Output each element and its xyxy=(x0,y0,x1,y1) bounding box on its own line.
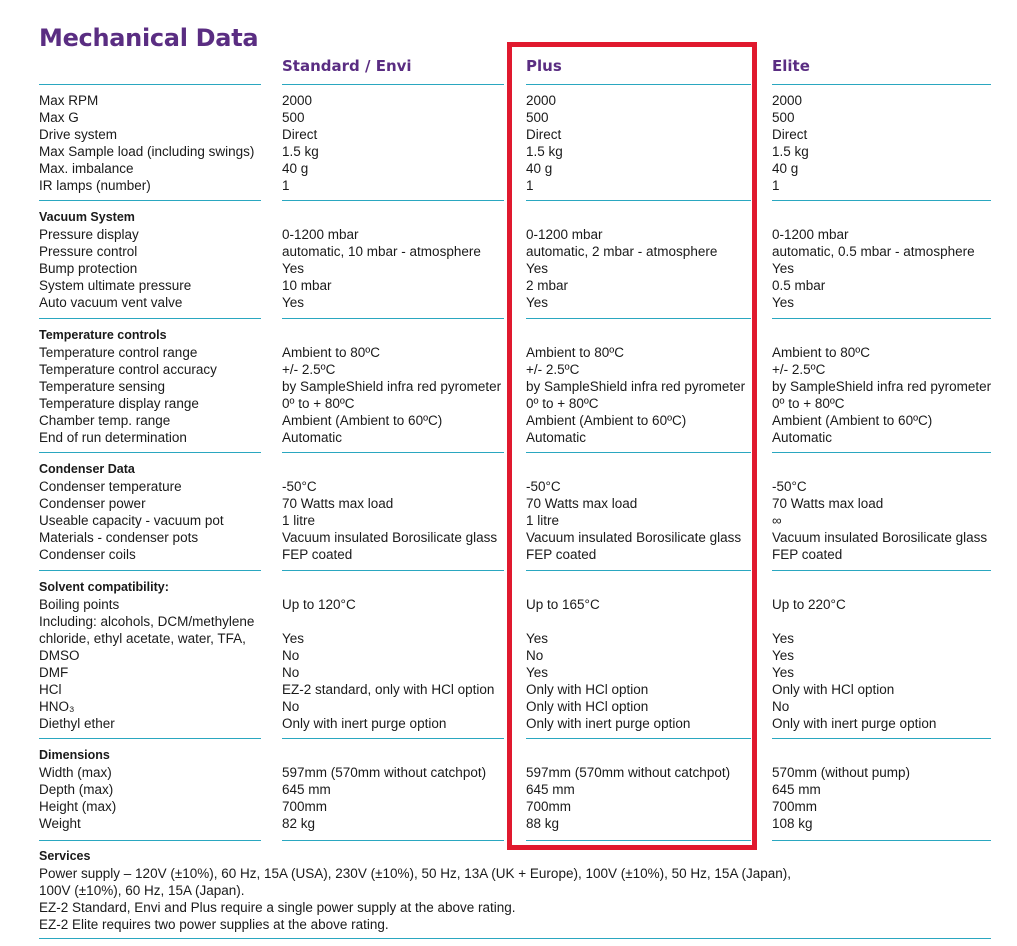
section-heading: Dimensions xyxy=(39,748,110,762)
value-elite: 1 xyxy=(772,178,780,193)
value-plus: -50°C xyxy=(526,479,561,494)
value-elite: 70 Watts max load xyxy=(772,496,884,511)
value-elite: Yes xyxy=(772,648,795,663)
value-standard: 1.5 kg xyxy=(282,144,319,159)
value-plus: +/- 2.5ºC xyxy=(526,362,580,377)
section-rule xyxy=(39,840,261,841)
section-rule xyxy=(282,840,504,841)
value-standard: 0-1200 mbar xyxy=(282,227,359,242)
row-label: Condenser power xyxy=(39,496,146,511)
value-elite: +/- 2.5ºC xyxy=(772,362,826,377)
value-plus: 0º to + 80ºC xyxy=(526,396,599,411)
value-standard: -50°C xyxy=(282,479,317,494)
row-label: Useable capacity - vacuum pot xyxy=(39,513,224,528)
row-label: Max G xyxy=(39,110,79,125)
column-header-elite: Elite xyxy=(772,57,810,75)
section-rule xyxy=(282,452,504,453)
row-label: Including: alcohols, DCM/methylene xyxy=(39,614,255,629)
section-heading: Temperature controls xyxy=(39,328,167,342)
value-elite: Yes xyxy=(772,295,795,310)
value-plus: Yes xyxy=(526,631,549,646)
value-plus: Yes xyxy=(526,665,549,680)
services-line: EZ-2 Elite requires two power supplies at the above rating. xyxy=(39,917,389,932)
value-plus: 700mm xyxy=(526,799,572,814)
value-plus: Ambient to 80ºC xyxy=(526,345,624,360)
value-standard: FEP coated xyxy=(282,547,353,562)
value-standard: 10 mbar xyxy=(282,278,332,293)
section-heading: Vacuum System xyxy=(39,210,135,224)
row-label: Boiling points xyxy=(39,597,120,612)
value-elite: 2000 xyxy=(772,93,803,108)
section-rule xyxy=(772,570,991,571)
value-elite: 0-1200 mbar xyxy=(772,227,849,242)
value-plus: Direct xyxy=(526,127,562,142)
section-rule xyxy=(282,738,504,739)
value-standard: Only with inert purge option xyxy=(282,716,447,731)
column-header-standard: Standard / Envi xyxy=(282,57,412,75)
row-label: Pressure display xyxy=(39,227,139,242)
value-elite: by SampleShield infra red pyrometer xyxy=(772,379,992,394)
section-rule xyxy=(39,738,261,739)
section-rule xyxy=(772,84,991,85)
value-standard: Direct xyxy=(282,127,318,142)
row-label: System ultimate pressure xyxy=(39,278,192,293)
section-rule xyxy=(772,840,991,841)
value-plus: Up to 165°C xyxy=(526,597,600,612)
value-standard: Yes xyxy=(282,295,305,310)
value-plus: 645 mm xyxy=(526,782,575,797)
row-label: DMF xyxy=(39,665,69,680)
row-label: DMSO xyxy=(39,648,80,663)
row-label: HCl xyxy=(39,682,62,697)
value-standard: 1 litre xyxy=(282,513,316,528)
services-heading: Services xyxy=(39,849,91,863)
value-standard: Ambient (Ambient to 60ºC) xyxy=(282,413,443,428)
value-standard: 645 mm xyxy=(282,782,331,797)
row-label: Auto vacuum vent valve xyxy=(39,295,183,310)
row-label: Pressure control xyxy=(39,244,138,259)
value-standard: by SampleShield infra red pyrometer xyxy=(282,379,502,394)
page-title: Mechanical Data xyxy=(39,24,259,52)
services-rule xyxy=(39,938,991,939)
value-elite: 700mm xyxy=(772,799,818,814)
value-standard: 70 Watts max load xyxy=(282,496,394,511)
value-elite: Yes xyxy=(772,261,795,276)
services-line: Power supply – 120V (±10%), 60 Hz, 15A (USA), 230V (±10%), 50 Hz, 13A (UK + Europe), 100V (±10%), 50 Hz, 15A (Japan), xyxy=(39,866,791,881)
value-plus: automatic, 2 mbar - atmosphere xyxy=(526,244,718,259)
row-label: Drive system xyxy=(39,127,118,142)
section-rule xyxy=(282,84,504,85)
value-elite: 645 mm xyxy=(772,782,821,797)
services-line: EZ-2 Standard, Envi and Plus require a single power supply at the above rating. xyxy=(39,900,516,915)
row-label: Max. imbalance xyxy=(39,161,134,176)
value-elite: -50°C xyxy=(772,479,807,494)
value-plus: 1 litre xyxy=(526,513,560,528)
value-standard: 500 xyxy=(282,110,305,125)
value-plus: 88 kg xyxy=(526,816,560,831)
value-plus: Only with HCl option xyxy=(526,699,649,714)
section-heading: Condenser Data xyxy=(39,462,135,476)
value-plus: 40 g xyxy=(526,161,553,176)
section-heading: Solvent compatibility: xyxy=(39,580,169,594)
value-plus: 70 Watts max load xyxy=(526,496,638,511)
section-rule xyxy=(282,200,504,201)
value-plus: Only with inert purge option xyxy=(526,716,691,731)
value-plus: 2 mbar xyxy=(526,278,569,293)
value-elite: 0.5 mbar xyxy=(772,278,826,293)
value-elite: 500 xyxy=(772,110,795,125)
row-label: chloride, ethyl acetate, water, TFA, xyxy=(39,631,246,646)
value-plus: by SampleShield infra red pyrometer xyxy=(526,379,746,394)
services-line: 100V (±10%), 60 Hz, 15A (Japan). xyxy=(39,883,245,898)
row-label: Bump protection xyxy=(39,261,138,276)
section-rule xyxy=(772,452,991,453)
row-label: Condenser temperature xyxy=(39,479,182,494)
value-plus: 1 xyxy=(526,178,534,193)
value-standard: 2000 xyxy=(282,93,313,108)
value-standard: 40 g xyxy=(282,161,309,176)
section-rule xyxy=(772,318,991,319)
row-label: IR lamps (number) xyxy=(39,178,151,193)
value-elite: No xyxy=(772,699,790,714)
value-plus: Vacuum insulated Borosilicate glass xyxy=(526,530,742,545)
value-standard: EZ-2 standard, only with HCl option xyxy=(282,682,495,697)
row-label: Weight xyxy=(39,816,81,831)
value-standard: 82 kg xyxy=(282,816,316,831)
value-elite: automatic, 0.5 mbar - atmosphere xyxy=(772,244,975,259)
value-plus: 0-1200 mbar xyxy=(526,227,603,242)
value-standard: 700mm xyxy=(282,799,328,814)
row-label: Max Sample load (including swings) xyxy=(39,144,255,159)
value-elite: Yes xyxy=(772,631,795,646)
value-standard: 0º to + 80ºC xyxy=(282,396,355,411)
row-label: Temperature sensing xyxy=(39,379,166,394)
value-plus: FEP coated xyxy=(526,547,597,562)
column-header-plus: Plus xyxy=(526,57,562,75)
value-plus: No xyxy=(526,648,544,663)
value-elite: 40 g xyxy=(772,161,799,176)
value-plus: Only with HCl option xyxy=(526,682,649,697)
section-rule xyxy=(39,452,261,453)
row-label: Temperature display range xyxy=(39,396,199,411)
row-label: Temperature control range xyxy=(39,345,198,360)
value-plus: Automatic xyxy=(526,430,587,445)
value-plus: 500 xyxy=(526,110,549,125)
value-standard: Ambient to 80ºC xyxy=(282,345,380,360)
value-standard: 597mm (570mm without catchpot) xyxy=(282,765,487,780)
row-label: Width (max) xyxy=(39,765,112,780)
value-elite: Only with inert purge option xyxy=(772,716,937,731)
value-standard: Automatic xyxy=(282,430,343,445)
value-elite: Vacuum insulated Borosilicate glass xyxy=(772,530,988,545)
value-standard: automatic, 10 mbar - atmosphere xyxy=(282,244,481,259)
value-elite: Ambient (Ambient to 60ºC) xyxy=(772,413,933,428)
value-plus: Yes xyxy=(526,295,549,310)
value-elite: ∞ xyxy=(772,513,782,528)
value-plus: 1.5 kg xyxy=(526,144,563,159)
row-label: Depth (max) xyxy=(39,782,114,797)
row-label: Height (max) xyxy=(39,799,117,814)
row-label: Materials - condenser pots xyxy=(39,530,199,545)
value-plus: 597mm (570mm without catchpot) xyxy=(526,765,731,780)
section-rule xyxy=(282,570,504,571)
row-label: Temperature control accuracy xyxy=(39,362,217,377)
value-standard: No xyxy=(282,648,300,663)
value-elite: Yes xyxy=(772,665,795,680)
value-elite: 570mm (without pump) xyxy=(772,765,911,780)
row-label: End of run determination xyxy=(39,430,187,445)
row-label: Diethyl ether xyxy=(39,716,115,731)
value-elite: 1.5 kg xyxy=(772,144,809,159)
value-standard: Up to 120°C xyxy=(282,597,356,612)
section-rule xyxy=(39,84,261,85)
value-standard: Yes xyxy=(282,261,305,276)
value-standard: Vacuum insulated Borosilicate glass xyxy=(282,530,498,545)
value-plus: 2000 xyxy=(526,93,557,108)
value-elite: Ambient to 80ºC xyxy=(772,345,870,360)
value-standard: Yes xyxy=(282,631,305,646)
row-label: Condenser coils xyxy=(39,547,136,562)
row-label: Chamber temp. range xyxy=(39,413,171,428)
row-label: HNO₃ xyxy=(39,699,75,714)
value-elite: Up to 220°C xyxy=(772,597,846,612)
plus-highlight-box xyxy=(507,42,757,850)
section-rule xyxy=(39,570,261,571)
value-plus: Yes xyxy=(526,261,549,276)
value-standard: No xyxy=(282,699,300,714)
value-elite: FEP coated xyxy=(772,547,843,562)
section-rule xyxy=(772,738,991,739)
section-rule xyxy=(39,200,261,201)
value-standard: +/- 2.5ºC xyxy=(282,362,336,377)
value-elite: Only with HCl option xyxy=(772,682,895,697)
value-standard: No xyxy=(282,665,300,680)
value-elite: 0º to + 80ºC xyxy=(772,396,845,411)
value-standard: 1 xyxy=(282,178,290,193)
row-label: Max RPM xyxy=(39,93,99,108)
value-elite: Direct xyxy=(772,127,808,142)
section-rule xyxy=(282,318,504,319)
value-elite: Automatic xyxy=(772,430,833,445)
section-rule xyxy=(39,318,261,319)
value-elite: 108 kg xyxy=(772,816,813,831)
value-plus: Ambient (Ambient to 60ºC) xyxy=(526,413,687,428)
section-rule xyxy=(772,200,991,201)
